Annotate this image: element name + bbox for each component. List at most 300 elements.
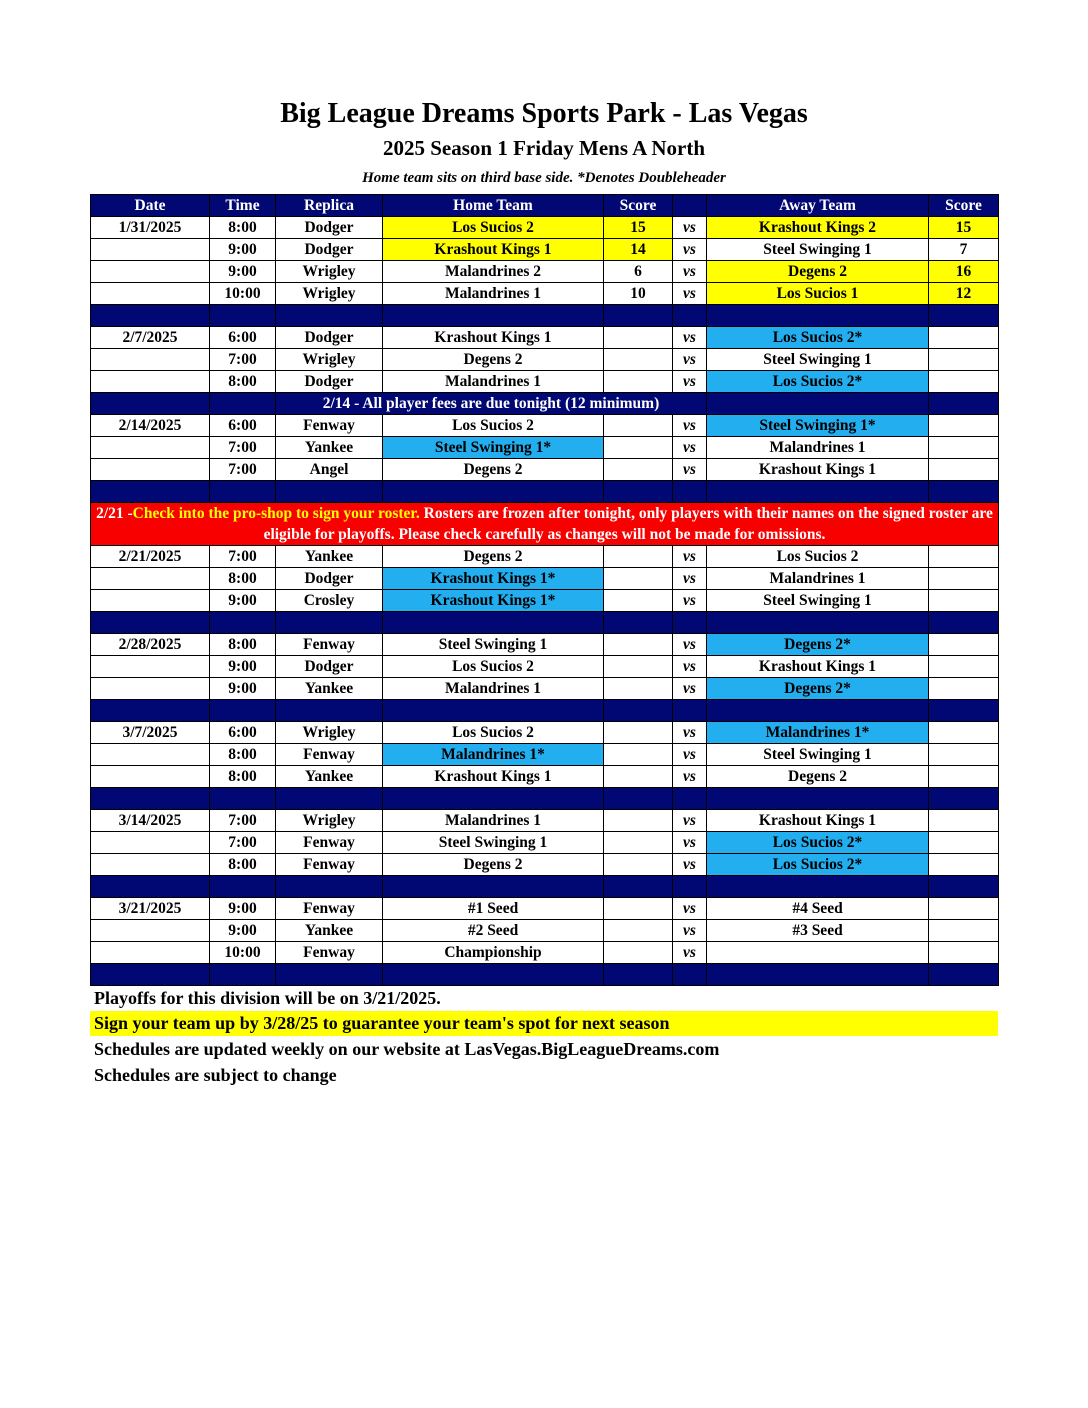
home-team: #2 Seed xyxy=(383,920,604,942)
home-score xyxy=(604,832,673,854)
away-score xyxy=(929,634,999,656)
home-team: Los Sucios 2 xyxy=(383,656,604,678)
home-team: Los Sucios 2 xyxy=(383,722,604,744)
vs-label: vs xyxy=(673,415,707,437)
game-row xyxy=(91,810,999,832)
game-row xyxy=(91,634,999,656)
separator-cell xyxy=(673,788,707,810)
vs-label: vs xyxy=(673,349,707,371)
game-field: Dodger xyxy=(276,656,383,678)
game-time: 8:00 xyxy=(210,744,276,766)
game-date xyxy=(91,239,210,261)
home-team: Krashout Kings 1 xyxy=(383,766,604,788)
notice-cell xyxy=(929,393,999,415)
away-score xyxy=(929,656,999,678)
vs-label: vs xyxy=(673,459,707,481)
game-row xyxy=(91,371,999,393)
schedule-body xyxy=(91,217,999,986)
game-field: Yankee xyxy=(276,546,383,568)
home-score xyxy=(604,327,673,349)
game-row xyxy=(91,722,999,744)
game-time: 6:00 xyxy=(210,415,276,437)
home-team: Krashout Kings 1* xyxy=(383,568,604,590)
game-date xyxy=(91,459,210,481)
separator-cell xyxy=(929,612,999,634)
separator-cell xyxy=(707,700,929,722)
game-time: 10:00 xyxy=(210,283,276,305)
home-team: Steel Swinging 1 xyxy=(383,832,604,854)
game-row xyxy=(91,590,999,612)
game-row xyxy=(91,744,999,766)
vs-label: vs xyxy=(673,656,707,678)
separator-cell xyxy=(604,305,673,327)
home-team: Malandrines 1 xyxy=(383,678,604,700)
home-score xyxy=(604,568,673,590)
game-date xyxy=(91,832,210,854)
separator-row xyxy=(91,964,999,986)
separator-cell xyxy=(383,964,604,986)
game-date: 3/14/2025 xyxy=(91,810,210,832)
separator-cell xyxy=(383,481,604,503)
separator-row xyxy=(91,876,999,898)
separator-cell xyxy=(91,876,210,898)
away-team: Los Sucios 2* xyxy=(707,832,929,854)
game-date xyxy=(91,656,210,678)
game-field: Yankee xyxy=(276,678,383,700)
away-team: Los Sucios 2* xyxy=(707,854,929,876)
table-header-row xyxy=(91,195,999,217)
away-score xyxy=(929,942,999,964)
separator-cell xyxy=(383,305,604,327)
game-date: 1/31/2025 xyxy=(91,217,210,239)
home-team: Degens 2 xyxy=(383,459,604,481)
game-date: 3/7/2025 xyxy=(91,722,210,744)
game-field: Fenway xyxy=(276,898,383,920)
home-score xyxy=(604,744,673,766)
separator-cell xyxy=(673,876,707,898)
away-team: Malandrines 1* xyxy=(707,722,929,744)
fees-notice: 2/14 - All player fees are due tonight (12 minimum) xyxy=(276,393,707,415)
notice-row xyxy=(91,393,999,415)
separator-cell xyxy=(383,700,604,722)
vs-label: vs xyxy=(673,766,707,788)
away-team: Krashout Kings 2 xyxy=(707,217,929,239)
home-team: Krashout Kings 1* xyxy=(383,590,604,612)
game-time: 7:00 xyxy=(210,459,276,481)
away-team: Los Sucios 1 xyxy=(707,283,929,305)
game-row xyxy=(91,217,999,239)
separator-cell xyxy=(210,964,276,986)
separator-row xyxy=(91,481,999,503)
roster-alert-text: Rosters are frozen after tonight, only players with their names on the signed roster are eligible for playoffs. Please check carefully as changes will not be made for omissions. xyxy=(263,505,993,543)
home-team: Malandrines 2 xyxy=(383,261,604,283)
header-time: Time xyxy=(210,195,276,217)
roster-alert-lead: 2/21 - xyxy=(96,505,133,522)
separator-cell xyxy=(604,964,673,986)
separator-cell xyxy=(707,788,929,810)
separator-row xyxy=(91,700,999,722)
game-field: Crosley xyxy=(276,590,383,612)
separator-cell xyxy=(673,700,707,722)
game-field: Dodger xyxy=(276,568,383,590)
home-score xyxy=(604,437,673,459)
separator-row xyxy=(91,788,999,810)
away-score xyxy=(929,898,999,920)
game-field: Wrigley xyxy=(276,810,383,832)
game-field: Wrigley xyxy=(276,283,383,305)
separator-row xyxy=(91,612,999,634)
roster-alert xyxy=(91,503,999,546)
away-team: Krashout Kings 1 xyxy=(707,810,929,832)
game-time: 6:00 xyxy=(210,722,276,744)
game-row xyxy=(91,678,999,700)
header-vs xyxy=(673,195,707,217)
separator-cell xyxy=(383,788,604,810)
vs-label: vs xyxy=(673,239,707,261)
separator-cell xyxy=(91,964,210,986)
away-team: Steel Swinging 1 xyxy=(707,239,929,261)
header-date: Date xyxy=(91,195,210,217)
home-score xyxy=(604,898,673,920)
game-date xyxy=(91,568,210,590)
separator-cell xyxy=(276,305,383,327)
playoffs-note: Playoffs for this division will be on 3/21/2025. xyxy=(94,988,441,1008)
game-time: 9:00 xyxy=(210,239,276,261)
website-note: Schedules are updated weekly on our website at LasVegas.BigLeagueDreams.com xyxy=(94,1039,720,1059)
schedule-note: Home team sits on third base side. *Denotes Doubleheader xyxy=(362,170,726,186)
away-team: Los Sucios 2* xyxy=(707,371,929,393)
separator-cell xyxy=(929,481,999,503)
home-score: 14 xyxy=(604,239,673,261)
game-row xyxy=(91,437,999,459)
game-time: 9:00 xyxy=(210,261,276,283)
game-field: Fenway xyxy=(276,744,383,766)
vs-label: vs xyxy=(673,744,707,766)
home-score xyxy=(604,546,673,568)
vs-label: vs xyxy=(673,261,707,283)
away-team: Steel Swinging 1* xyxy=(707,415,929,437)
separator-cell xyxy=(604,612,673,634)
vs-label: vs xyxy=(673,832,707,854)
home-score xyxy=(604,415,673,437)
game-field: Angel xyxy=(276,459,383,481)
game-row xyxy=(91,283,999,305)
home-score xyxy=(604,371,673,393)
game-field: Dodger xyxy=(276,217,383,239)
game-date xyxy=(91,920,210,942)
game-time: 9:00 xyxy=(210,920,276,942)
vs-label: vs xyxy=(673,678,707,700)
separator-cell xyxy=(276,876,383,898)
home-team: Degens 2 xyxy=(383,349,604,371)
separator-row xyxy=(91,305,999,327)
vs-label: vs xyxy=(673,722,707,744)
game-row xyxy=(91,349,999,371)
separator-cell xyxy=(276,481,383,503)
notice-cell xyxy=(210,393,276,415)
away-score xyxy=(929,437,999,459)
game-time: 7:00 xyxy=(210,349,276,371)
home-team: Krashout Kings 1 xyxy=(383,327,604,349)
game-row xyxy=(91,239,999,261)
game-row xyxy=(91,568,999,590)
game-field: Yankee xyxy=(276,766,383,788)
separator-cell xyxy=(91,305,210,327)
separator-cell xyxy=(707,876,929,898)
home-team: Steel Swinging 1* xyxy=(383,437,604,459)
away-team: Los Sucios 2 xyxy=(707,546,929,568)
away-team: Degens 2* xyxy=(707,678,929,700)
separator-cell xyxy=(604,700,673,722)
away-team: #4 Seed xyxy=(707,898,929,920)
game-field: Dodger xyxy=(276,327,383,349)
game-field: Fenway xyxy=(276,634,383,656)
separator-cell xyxy=(604,481,673,503)
game-row xyxy=(91,327,999,349)
away-score xyxy=(929,920,999,942)
notice-cell xyxy=(707,393,929,415)
game-date: 3/21/2025 xyxy=(91,898,210,920)
signup-note: Sign your team up by 3/28/25 to guarantee your team's spot for next season xyxy=(90,1011,998,1036)
away-score xyxy=(929,459,999,481)
game-field: Fenway xyxy=(276,832,383,854)
away-score xyxy=(929,546,999,568)
home-score: 6 xyxy=(604,261,673,283)
home-team: Los Sucios 2 xyxy=(383,217,604,239)
game-row xyxy=(91,832,999,854)
away-team: Steel Swinging 1 xyxy=(707,349,929,371)
away-score xyxy=(929,766,999,788)
home-score xyxy=(604,854,673,876)
roster-alert-highlight: Check into the pro-shop to sign your roster. xyxy=(132,505,420,522)
away-team: #3 Seed xyxy=(707,920,929,942)
away-team: Degens 2* xyxy=(707,634,929,656)
separator-cell xyxy=(276,788,383,810)
vs-label: vs xyxy=(673,437,707,459)
game-date xyxy=(91,854,210,876)
game-field: Wrigley xyxy=(276,261,383,283)
away-team: Malandrines 1 xyxy=(707,568,929,590)
game-date xyxy=(91,590,210,612)
separator-cell xyxy=(929,700,999,722)
game-row xyxy=(91,261,999,283)
separator-cell xyxy=(210,481,276,503)
game-date xyxy=(91,678,210,700)
away-team xyxy=(707,942,929,964)
page-subtitle: 2025 Season 1 Friday Mens A North xyxy=(382,136,705,160)
away-team: Steel Swinging 1 xyxy=(707,744,929,766)
home-team: Malandrines 1* xyxy=(383,744,604,766)
away-team: Krashout Kings 1 xyxy=(707,656,929,678)
game-time: 9:00 xyxy=(210,898,276,920)
home-team: Malandrines 1 xyxy=(383,371,604,393)
vs-label: vs xyxy=(673,898,707,920)
vs-label: vs xyxy=(673,942,707,964)
away-score xyxy=(929,744,999,766)
home-score xyxy=(604,942,673,964)
header-away-score: Score xyxy=(929,195,999,217)
away-team: Degens 2 xyxy=(707,766,929,788)
home-score xyxy=(604,459,673,481)
separator-cell xyxy=(276,612,383,634)
home-team: Los Sucios 2 xyxy=(383,415,604,437)
separator-cell xyxy=(707,305,929,327)
page-title: Big League Dreams Sports Park - Las Vegas xyxy=(280,98,808,129)
home-team: #1 Seed xyxy=(383,898,604,920)
separator-cell xyxy=(604,876,673,898)
game-time: 8:00 xyxy=(210,854,276,876)
separator-cell xyxy=(929,788,999,810)
home-score: 10 xyxy=(604,283,673,305)
vs-label: vs xyxy=(673,854,707,876)
game-time: 10:00 xyxy=(210,942,276,964)
home-team: Degens 2 xyxy=(383,546,604,568)
home-team: Degens 2 xyxy=(383,854,604,876)
away-score xyxy=(929,349,999,371)
game-field: Fenway xyxy=(276,854,383,876)
game-time: 9:00 xyxy=(210,656,276,678)
away-team: Malandrines 1 xyxy=(707,437,929,459)
game-date xyxy=(91,942,210,964)
away-team: Krashout Kings 1 xyxy=(707,459,929,481)
away-score xyxy=(929,854,999,876)
game-time: 7:00 xyxy=(210,437,276,459)
separator-cell xyxy=(276,700,383,722)
home-score xyxy=(604,634,673,656)
separator-cell xyxy=(91,481,210,503)
separator-cell xyxy=(210,612,276,634)
game-date xyxy=(91,766,210,788)
schedule-table xyxy=(90,194,999,986)
game-field: Dodger xyxy=(276,371,383,393)
home-score xyxy=(604,766,673,788)
home-team: Malandrines 1 xyxy=(383,283,604,305)
away-score xyxy=(929,371,999,393)
vs-label: vs xyxy=(673,590,707,612)
away-team: Degens 2 xyxy=(707,261,929,283)
away-score xyxy=(929,832,999,854)
separator-cell xyxy=(707,481,929,503)
game-date xyxy=(91,371,210,393)
game-field: Fenway xyxy=(276,415,383,437)
game-date xyxy=(91,744,210,766)
game-field: Fenway xyxy=(276,942,383,964)
game-field: Dodger xyxy=(276,239,383,261)
game-time: 8:00 xyxy=(210,217,276,239)
game-date: 2/28/2025 xyxy=(91,634,210,656)
separator-cell xyxy=(604,788,673,810)
home-score xyxy=(604,722,673,744)
separator-cell xyxy=(276,964,383,986)
away-score xyxy=(929,327,999,349)
separator-cell xyxy=(210,305,276,327)
game-row xyxy=(91,546,999,568)
home-score xyxy=(604,590,673,612)
header-home-team: Home Team xyxy=(383,195,604,217)
separator-cell xyxy=(91,612,210,634)
game-date: 2/14/2025 xyxy=(91,415,210,437)
away-score xyxy=(929,568,999,590)
away-team: Los Sucios 2* xyxy=(707,327,929,349)
game-time: 6:00 xyxy=(210,327,276,349)
vs-label: vs xyxy=(673,568,707,590)
separator-cell xyxy=(210,876,276,898)
separator-cell xyxy=(673,481,707,503)
away-team: Steel Swinging 1 xyxy=(707,590,929,612)
game-row xyxy=(91,459,999,481)
home-team: Krashout Kings 1 xyxy=(383,239,604,261)
away-score xyxy=(929,722,999,744)
home-score: 15 xyxy=(604,217,673,239)
game-time: 7:00 xyxy=(210,546,276,568)
game-row xyxy=(91,656,999,678)
separator-cell xyxy=(929,964,999,986)
game-date xyxy=(91,349,210,371)
game-row xyxy=(91,942,999,964)
separator-cell xyxy=(673,612,707,634)
vs-label: vs xyxy=(673,217,707,239)
game-time: 8:00 xyxy=(210,766,276,788)
away-score: 16 xyxy=(929,261,999,283)
separator-cell xyxy=(929,305,999,327)
game-date: 2/7/2025 xyxy=(91,327,210,349)
away-score xyxy=(929,415,999,437)
game-date xyxy=(91,283,210,305)
separator-cell xyxy=(383,612,604,634)
home-score xyxy=(604,678,673,700)
home-team: Malandrines 1 xyxy=(383,810,604,832)
home-team: Championship xyxy=(383,942,604,964)
game-field: Wrigley xyxy=(276,722,383,744)
separator-cell xyxy=(383,876,604,898)
game-time: 8:00 xyxy=(210,371,276,393)
game-date xyxy=(91,437,210,459)
away-score: 12 xyxy=(929,283,999,305)
away-score xyxy=(929,810,999,832)
separator-cell xyxy=(91,700,210,722)
away-score: 7 xyxy=(929,239,999,261)
vs-label: vs xyxy=(673,546,707,568)
separator-cell xyxy=(707,612,929,634)
vs-label: vs xyxy=(673,810,707,832)
header-replica: Replica xyxy=(276,195,383,217)
away-score xyxy=(929,590,999,612)
notice-cell xyxy=(91,393,210,415)
game-date: 2/21/2025 xyxy=(91,546,210,568)
away-score xyxy=(929,678,999,700)
home-team: Steel Swinging 1 xyxy=(383,634,604,656)
game-date xyxy=(91,261,210,283)
separator-cell xyxy=(673,964,707,986)
vs-label: vs xyxy=(673,371,707,393)
game-time: 7:00 xyxy=(210,810,276,832)
game-field: Yankee xyxy=(276,437,383,459)
header-home-score: Score xyxy=(604,195,673,217)
separator-cell xyxy=(707,964,929,986)
game-field: Yankee xyxy=(276,920,383,942)
game-time: 9:00 xyxy=(210,590,276,612)
vs-label: vs xyxy=(673,327,707,349)
game-field: Wrigley xyxy=(276,349,383,371)
separator-cell xyxy=(91,788,210,810)
change-note: Schedules are subject to change xyxy=(94,1065,337,1085)
game-row xyxy=(91,415,999,437)
vs-label: vs xyxy=(673,920,707,942)
header-away-team: Away Team xyxy=(707,195,929,217)
home-score xyxy=(604,349,673,371)
away-score: 15 xyxy=(929,217,999,239)
game-time: 8:00 xyxy=(210,568,276,590)
